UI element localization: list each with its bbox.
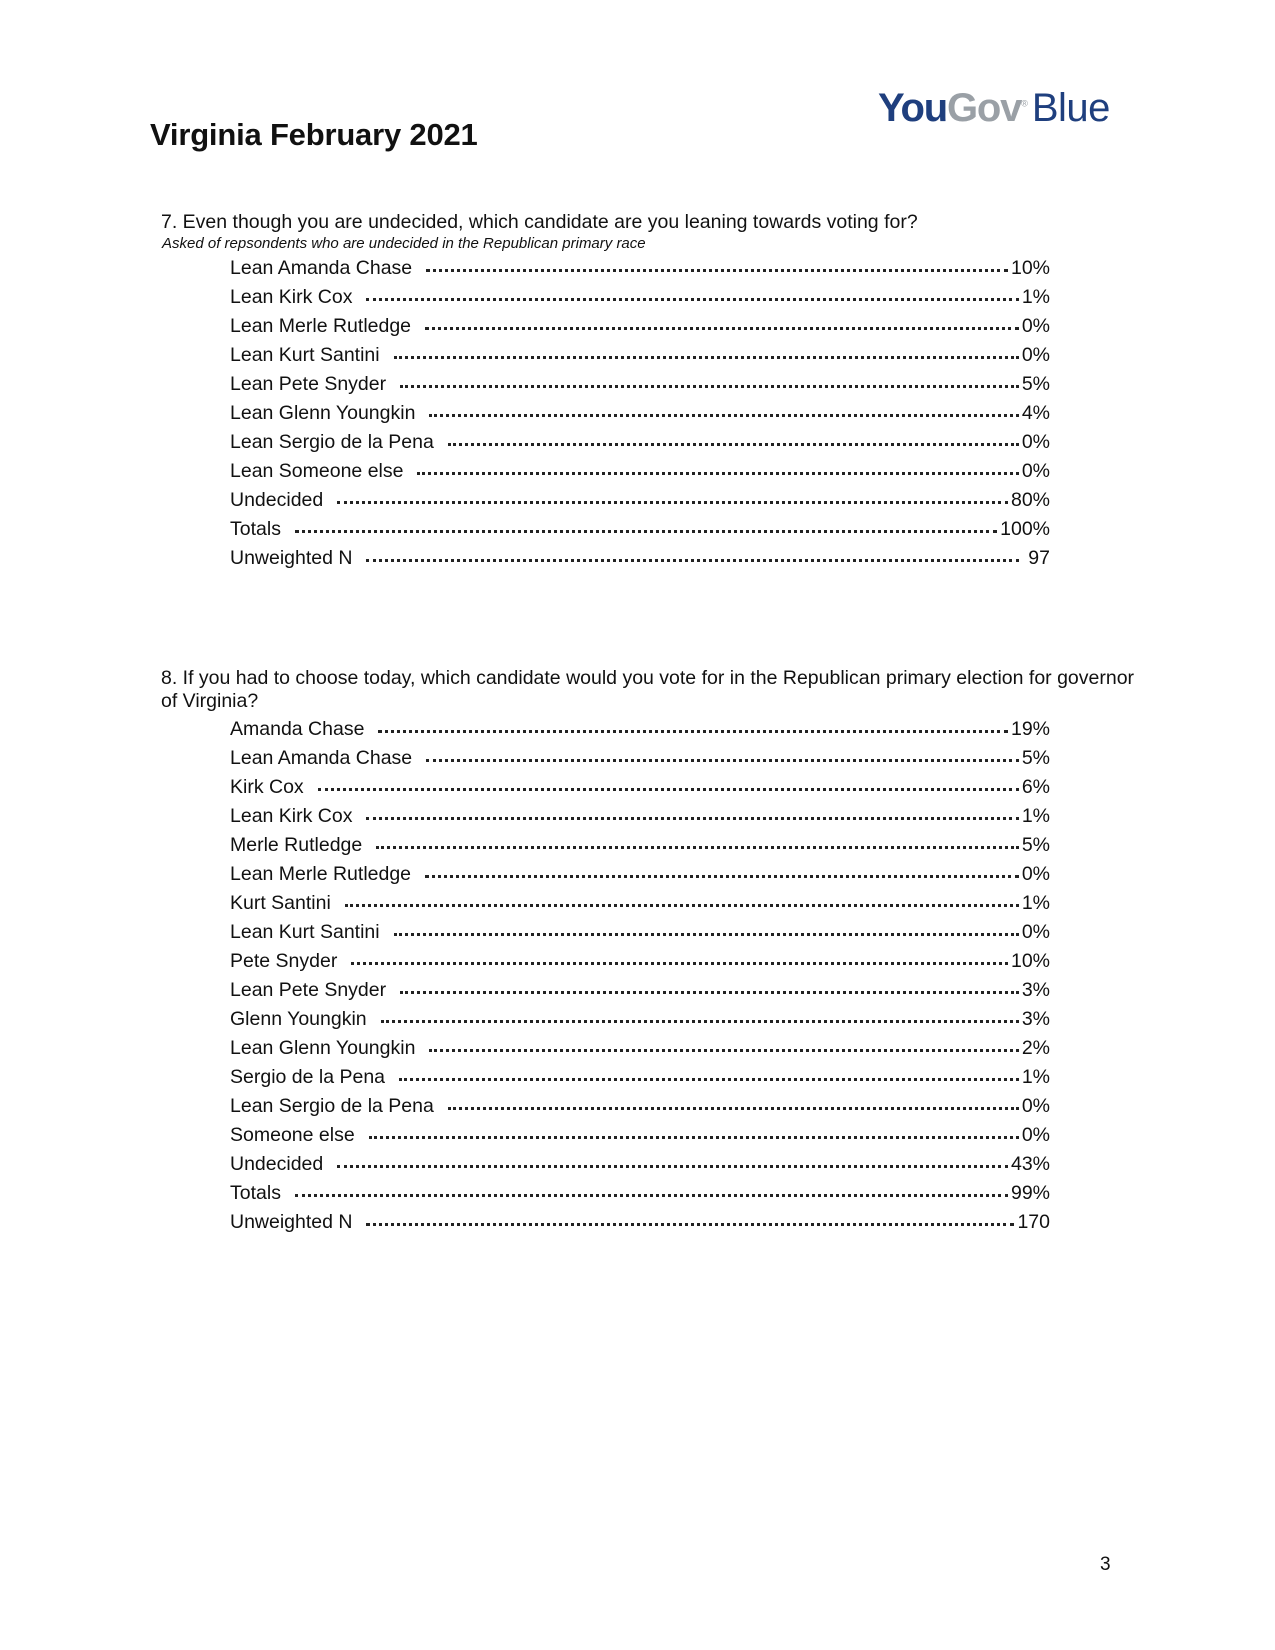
response-value: 0% (1021, 1124, 1050, 1146)
response-row (230, 399, 1050, 428)
response-row (230, 370, 1050, 399)
question-7 (161, 211, 1141, 573)
response-row (230, 744, 1050, 773)
response-label: Lean Pete Snyder (230, 979, 387, 1001)
response-label: Lean Amanda Chase (230, 747, 413, 769)
dot-leader (400, 989, 1019, 994)
response-value: 6% (1021, 776, 1050, 798)
logo-text-blue: Blue (1031, 86, 1110, 130)
response-value: 99% (1010, 1182, 1050, 1204)
response-label: Someone else (230, 1124, 355, 1146)
response-value: 10% (1010, 257, 1050, 279)
question-text: 8. If you had to choose today, which candidate would you vote for in the Republican primary election for governor of Virginia? (161, 667, 1135, 712)
response-value: 5% (1021, 373, 1050, 395)
dot-leader (318, 786, 1019, 791)
dot-leader (381, 1018, 1019, 1023)
response-value: 0% (1021, 1095, 1050, 1117)
response-value: 0% (1021, 431, 1050, 453)
response-row (230, 715, 1050, 744)
dot-leader (366, 557, 1019, 562)
response-label: Lean Sergio de la Pena (230, 431, 434, 453)
dot-leader (295, 528, 997, 533)
dot-leader (366, 815, 1018, 820)
response-row (230, 544, 1050, 573)
dot-leader (425, 873, 1019, 878)
response-value: 1% (1021, 805, 1050, 827)
response-label: Merle Rutledge (230, 834, 363, 856)
response-row (230, 1150, 1050, 1179)
dot-leader (425, 325, 1019, 330)
response-row (230, 341, 1050, 370)
response-label: Lean Merle Rutledge (230, 863, 412, 885)
logo-text-gov: Gov (946, 86, 1022, 130)
dot-leader (394, 931, 1019, 936)
response-label: Lean Merle Rutledge (230, 315, 412, 337)
page-number: 3 (1100, 1554, 1111, 1575)
dot-leader (448, 1105, 1019, 1110)
response-row (230, 1121, 1050, 1150)
response-label: Lean Kirk Cox (230, 286, 353, 308)
dot-leader (366, 296, 1018, 301)
response-row (230, 254, 1050, 283)
response-label: Sergio de la Pena (230, 1066, 386, 1088)
dot-leader (426, 757, 1019, 762)
response-value: 0% (1021, 315, 1050, 337)
response-value: 0% (1021, 344, 1050, 366)
response-value: 1% (1021, 286, 1050, 308)
response-row (230, 773, 1050, 802)
response-value: 170 (1017, 1211, 1050, 1233)
response-row (230, 457, 1050, 486)
response-row (230, 1005, 1050, 1034)
response-label: Lean Pete Snyder (230, 373, 387, 395)
response-row (230, 1063, 1050, 1092)
response-row (230, 831, 1050, 860)
dot-leader (429, 412, 1018, 417)
response-label: Kurt Santini (230, 892, 331, 914)
response-row (230, 889, 1050, 918)
dot-leader (399, 1076, 1019, 1081)
page-title: Virginia February 2021 (150, 116, 478, 152)
response-value: 0% (1021, 863, 1050, 885)
response-value: 1% (1021, 1066, 1050, 1088)
response-value: 4% (1021, 402, 1050, 424)
response-label: Totals (230, 518, 281, 540)
response-label: Glenn Youngkin (230, 1008, 367, 1030)
dot-leader (337, 499, 1008, 504)
response-label: Amanda Chase (230, 718, 365, 740)
response-value: 43% (1010, 1153, 1050, 1175)
response-label: Lean Kirk Cox (230, 805, 353, 827)
dot-leader (394, 354, 1019, 359)
response-row (230, 486, 1050, 515)
response-row (230, 312, 1050, 341)
question-note: Asked of repsondents who are undecided in the Republican primary race (162, 235, 646, 252)
dot-leader (369, 1134, 1019, 1139)
logo-text-you: You (878, 86, 947, 130)
question-8 (161, 667, 1141, 1237)
response-value: 19% (1010, 718, 1050, 740)
response-row (230, 918, 1050, 947)
response-value: 5% (1021, 747, 1050, 769)
response-value: 1% (1021, 892, 1050, 914)
dot-leader (400, 383, 1019, 388)
response-row (230, 515, 1050, 544)
response-row (230, 1092, 1050, 1121)
response-row (230, 1034, 1050, 1063)
response-label: Kirk Cox (230, 776, 304, 798)
response-label: Totals (230, 1182, 281, 1204)
dot-leader (366, 1221, 1014, 1226)
dot-leader (376, 844, 1019, 849)
response-label: Lean Kurt Santini (230, 921, 380, 943)
response-value: 97 (1028, 547, 1050, 569)
response-value: 2% (1021, 1037, 1050, 1059)
response-label: Lean Kurt Santini (230, 344, 380, 366)
response-label: Unweighted N (230, 1211, 353, 1233)
response-label: Lean Glenn Youngkin (230, 1037, 416, 1059)
response-value: 0% (1021, 460, 1050, 482)
dot-leader (417, 470, 1018, 475)
response-label: Lean Someone else (230, 460, 404, 482)
response-label: Lean Sergio de la Pena (230, 1095, 434, 1117)
question-text: 7. Even though you are undecided, which candidate are you leaning towards voting for? (161, 211, 918, 233)
response-row (230, 860, 1050, 889)
dot-leader (345, 902, 1019, 907)
dot-leader (351, 960, 1008, 965)
response-value: 80% (1010, 489, 1050, 511)
response-label: Undecided (230, 489, 324, 511)
response-label: Unweighted N (230, 547, 353, 569)
response-value: 100% (1000, 518, 1050, 540)
dot-leader (337, 1163, 1008, 1168)
dot-leader (426, 267, 1008, 272)
response-row (230, 283, 1050, 312)
response-label: Undecided (230, 1153, 324, 1175)
response-value: 10% (1010, 950, 1050, 972)
response-value: 0% (1021, 921, 1050, 943)
response-row (230, 428, 1050, 457)
response-row (230, 976, 1050, 1005)
logo-registered-mark: ® (1021, 98, 1028, 109)
dot-leader (378, 728, 1008, 733)
response-label: Lean Amanda Chase (230, 257, 413, 279)
response-value: 3% (1021, 1008, 1050, 1030)
response-row (230, 802, 1050, 831)
dot-leader (429, 1047, 1018, 1052)
response-value: 3% (1021, 979, 1050, 1001)
response-label: Pete Snyder (230, 950, 338, 972)
response-row (230, 1179, 1050, 1208)
response-row (230, 1208, 1050, 1237)
response-list (230, 715, 1050, 1237)
yougov-blue-logo (878, 88, 1110, 128)
dot-leader (295, 1192, 1008, 1197)
response-label: Lean Glenn Youngkin (230, 402, 416, 424)
response-list (230, 254, 1050, 573)
response-row (230, 947, 1050, 976)
response-value: 5% (1021, 834, 1050, 856)
dot-leader (448, 441, 1019, 446)
